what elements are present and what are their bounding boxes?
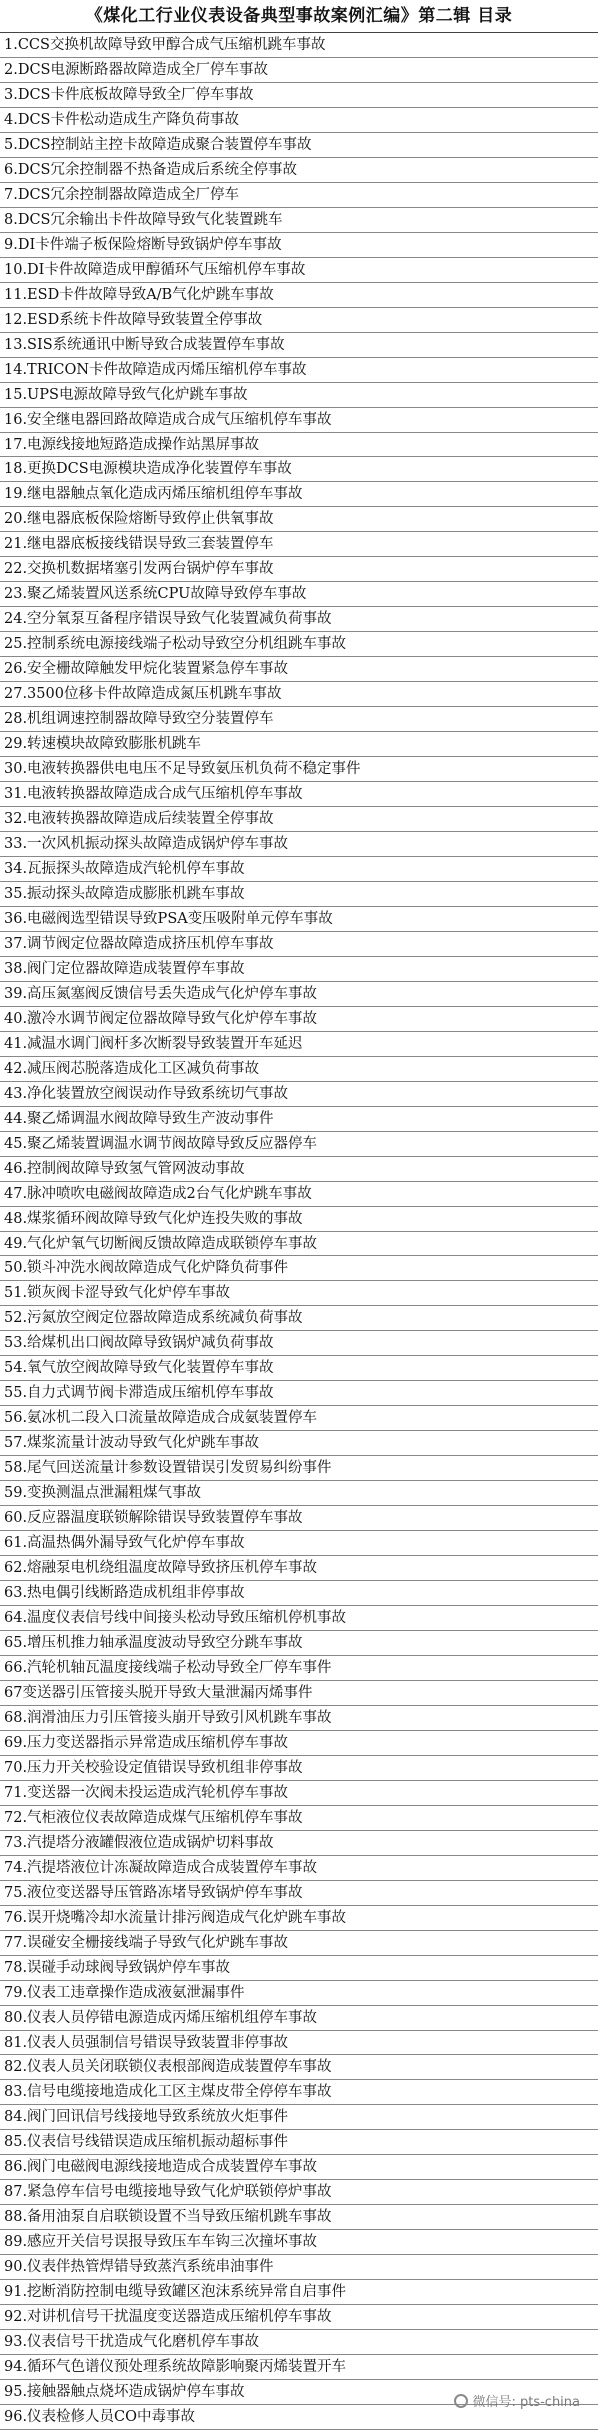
- document-title: 《煤化工行业仪表设备典型事故案例汇编》第二辑 目录: [0, 0, 598, 33]
- toc-item: 69.压力变送器指示异常造成压缩机停车事故: [0, 1731, 598, 1756]
- toc-item: 38.阀门定位器故障造成装置停车事故: [0, 957, 598, 982]
- toc-item: 87.紧急停车信号电缆接地导致气化炉联锁停炉事故: [0, 2180, 598, 2205]
- toc-item: 93.仪表信号干扰造成气化磨机停车事故: [0, 2330, 598, 2355]
- wechat-icon: [454, 2394, 468, 2408]
- toc-item: 75.液位变送器导压管路冻堵导致锅炉停车事故: [0, 1881, 598, 1906]
- toc-item: 20.继电器底板保险熔断导致停止供氧事故: [0, 507, 598, 532]
- toc-item: 21.继电器底板接线错误导致三套装置停车: [0, 532, 598, 557]
- toc-item: 77.误碰安全栅接线端子导致气化炉跳车事故: [0, 1931, 598, 1956]
- toc-item: 66.汽轮机轴瓦温度接线端子松动导致全厂停车事件: [0, 1656, 598, 1681]
- toc-item: 3.DCS卡件底板故障导致全厂停车事故: [0, 83, 598, 108]
- toc-item: 95.接触器触点烧坏造成锅炉停车事故: [0, 2380, 598, 2405]
- toc-item: 80.仪表人员停错电源造成丙烯压缩机组停车事故: [0, 2006, 598, 2031]
- toc-item: 31.电液转换器故障造成合成气压缩机停车事故: [0, 782, 598, 807]
- toc-item: 28.机组调速控制器故障导致空分装置停车: [0, 707, 598, 732]
- toc-item: 19.继电器触点氧化造成丙烯压缩机组停车事故: [0, 482, 598, 507]
- toc-item: 72.气柜液位仪表故障造成煤气压缩机停车事故: [0, 1806, 598, 1831]
- toc-item: 5.DCS控制站主控卡故障造成聚合装置停车事故: [0, 133, 598, 158]
- toc-item: 70.压力开关校验设定值错误导致机组非停事故: [0, 1756, 598, 1781]
- toc-item: 10.DI卡件故障造成甲醇循环气压缩机停车事故: [0, 258, 598, 283]
- toc-item: 60.反应器温度联锁解除错误导致装置停车事故: [0, 1506, 598, 1531]
- toc-item: 45.聚乙烯装置调温水调节阀故障导致反应器停车: [0, 1132, 598, 1157]
- toc-item: 33.一次风机振动探头故障造成锅炉停车事故: [0, 832, 598, 857]
- toc-item: 54.氧气放空阀故障导致气化装置停车事故: [0, 1356, 598, 1381]
- toc-item: 8.DCS冗余输出卡件故障导致气化装置跳车: [0, 208, 598, 233]
- toc-item: 30.电液转换器供电电压不足导致氨压机负荷不稳定事件: [0, 757, 598, 782]
- toc-item: 36.电磁阀选型错误导致PSA变压吸附单元停车事故: [0, 907, 598, 932]
- toc-item: 44.聚乙烯调温水阀故障导致生产波动事件: [0, 1107, 598, 1132]
- toc-item: 41.减温水调门阀杆多次断裂导致装置开车延迟: [0, 1032, 598, 1057]
- toc-item: 96.仪表检修人员CO中毒事故: [0, 2405, 598, 2430]
- toc-item: 37.调节阀定位器故障造成挤压机停车事故: [0, 932, 598, 957]
- toc-item: 81.仪表人员强制信号错误导致装置非停事故: [0, 2031, 598, 2056]
- toc-item: 49.气化炉氧气切断阀反馈故障造成联锁停车事故: [0, 1232, 598, 1257]
- watermark-text: 微信号: pts-china: [472, 2395, 580, 2410]
- toc-item: 23.聚乙烯装置风送系统CPU故障导致停车事故: [0, 582, 598, 607]
- toc-item: 7.DCS冗余控制器故障造成全厂停车: [0, 183, 598, 208]
- toc-item: 35.振动探头故障造成膨胀机跳车事故: [0, 882, 598, 907]
- toc-item: 34.瓦振探头故障造成汽轮机停车事故: [0, 857, 598, 882]
- toc-item: 65.增压机推力轴承温度波动导致空分跳车事故: [0, 1631, 598, 1656]
- toc-item: 12.ESD系统卡件故障导致装置全停事故: [0, 308, 598, 333]
- toc-item: 22.交换机数据堵塞引发两台锅炉停车事故: [0, 557, 598, 582]
- toc-item: 9.DI卡件端子板保险熔断导致锅炉停车事故: [0, 233, 598, 258]
- toc-item: 61.高温热偶外漏导致气化炉停车事故: [0, 1531, 598, 1556]
- toc-item: 25.控制系统电源接线端子松动导致空分机组跳车事故: [0, 632, 598, 657]
- toc-item: 92.对讲机信号干扰温度变送器造成压缩机停车事故: [0, 2305, 598, 2330]
- toc-item: 48.煤浆循环阀故障导致气化炉连投失败的事故: [0, 1207, 598, 1232]
- toc-item: 67变送器引压管接头脱开导致大量泄漏丙烯事件: [0, 1681, 598, 1706]
- toc-item: 52.污氮放空阀定位器故障造成系统减负荷事故: [0, 1306, 598, 1331]
- toc-item: 88.备用油泵自启联锁设置不当导致压缩机跳车事故: [0, 2205, 598, 2230]
- toc-item: 18.更换DCS电源模块造成净化装置停车事故: [0, 457, 598, 482]
- toc-item: 43.净化装置放空阀误动作导致系统切气事故: [0, 1082, 598, 1107]
- toc-item: 13.SIS系统通讯中断导致合成装置停车事故: [0, 333, 598, 358]
- toc-item: 64.温度仪表信号线中间接头松动导致压缩机停机事故: [0, 1606, 598, 1631]
- toc-item: 42.减压阀芯脱落造成化工区减负荷事故: [0, 1057, 598, 1082]
- toc-item: 68.润滑油压力引压管接头崩开导致引风机跳车事故: [0, 1706, 598, 1731]
- toc-item: 32.电液转换器故障造成后续装置全停事故: [0, 807, 598, 832]
- toc-item: 57.煤浆流量计波动导致气化炉跳车事故: [0, 1431, 598, 1456]
- toc-item: 73.汽提塔分液罐假液位造成锅炉切料事故: [0, 1831, 598, 1856]
- toc-item: 71.变送器一次阀未投运造成汽轮机停车事故: [0, 1781, 598, 1806]
- toc-item: 56.氨冰机二段入口流量故障造成合成氨装置停车: [0, 1406, 598, 1431]
- toc-item: 2.DCS电源断路器故障造成全厂停车事故: [0, 58, 598, 83]
- toc-item: 39.高压氮塞阀反馈信号丢失造成气化炉停车事故: [0, 982, 598, 1007]
- table-of-contents: [0, 33, 598, 2430]
- toc-item: 53.给煤机出口阀故障导致锅炉减负荷事故: [0, 1331, 598, 1356]
- toc-item: 26.安全栅故障触发甲烷化装置紧急停车事故: [0, 657, 598, 682]
- toc-item: 4.DCS卡件松动造成生产降负荷事故: [0, 108, 598, 133]
- toc-item: 50.锁斗冲洗水阀故障造成气化炉降负荷事件: [0, 1256, 598, 1281]
- toc-item: 24.空分氧泵互备程序错误导致气化装置减负荷事故: [0, 607, 598, 632]
- toc-item: 63.热电偶引线断路造成机组非停事故: [0, 1581, 598, 1606]
- toc-item: 82.仪表人员关闭联锁仪表根部阀造成装置停车事故: [0, 2055, 598, 2080]
- toc-item: 78.误碰手动球阀导致锅炉停车事故: [0, 1956, 598, 1981]
- watermark: [454, 2391, 580, 2410]
- toc-item: 1.CCS交换机故障导致甲醇合成气压缩机跳车事故: [0, 33, 598, 58]
- toc-item: 11.ESD卡件故障导致A/B气化炉跳车事故: [0, 283, 598, 308]
- toc-item: 79.仪表工违章操作造成液氨泄漏事件: [0, 1981, 598, 2006]
- toc-item: 16.安全继电器回路故障造成合成气压缩机停车事故: [0, 408, 598, 433]
- toc-item: 6.DCS冗余控制器不热备造成后系统全停事故: [0, 158, 598, 183]
- toc-item: 84.阀门回讯信号线接地导致系统放火炬事件: [0, 2105, 598, 2130]
- toc-item: 51.锁灰阀卡涩导致气化炉停车事故: [0, 1281, 598, 1306]
- toc-item: 29.转速模块故障致膨胀机跳车: [0, 732, 598, 757]
- toc-item: 27.3500位移卡件故障造成氮压机跳车事故: [0, 682, 598, 707]
- toc-item: 94.循环气色谱仪预处理系统故障影响聚丙烯装置开车: [0, 2355, 598, 2380]
- toc-item: 89.感应开关信号误报导致压车车钩三次撞坏事故: [0, 2230, 598, 2255]
- toc-item: 46.控制阀故障导致氢气管网波动事故: [0, 1157, 598, 1182]
- toc-item: 90.仪表伴热管焊错导致蒸汽系统串油事件: [0, 2255, 598, 2280]
- toc-item: 15.UPS电源故障导致气化炉跳车事故: [0, 383, 598, 408]
- toc-item: 47.脉冲喷吹电磁阀故障造成2台气化炉跳车事故: [0, 1182, 598, 1207]
- toc-item: 74.汽提塔液位计冻凝故障造成合成装置停车事故: [0, 1856, 598, 1881]
- toc-item: 76.误开烧嘴冷却水流量计排污阀造成气化炉跳车事故: [0, 1906, 598, 1931]
- toc-item: 40.激冷水调节阀定位器故障导致气化炉停车事故: [0, 1007, 598, 1032]
- toc-item: 14.TRICON卡件故障造成丙烯压缩机停车事故: [0, 358, 598, 383]
- toc-item: 86.阀门电磁阀电源线接地造成合成装置停车事故: [0, 2155, 598, 2180]
- toc-item: 85.仪表信号线错误造成压缩机振动超标事件: [0, 2130, 598, 2155]
- toc-item: 58.尾气回送流量计参数设置错误引发贸易纠纷事件: [0, 1456, 598, 1481]
- toc-item: 17.电源线接地短路造成操作站黑屏事故: [0, 433, 598, 458]
- toc-item: 91.挖断消防控制电缆导致罐区泡沫系统异常自启事件: [0, 2280, 598, 2305]
- toc-item: 62.熔融泵电机绕组温度故障导致挤压机停车事故: [0, 1556, 598, 1581]
- toc-item: 83.信号电缆接地造成化工区主煤皮带全停停车事故: [0, 2080, 598, 2105]
- toc-item: 59.变换测温点泄漏粗煤气事故: [0, 1481, 598, 1506]
- toc-item: 55.自力式调节阀卡滞造成压缩机停车事故: [0, 1381, 598, 1406]
